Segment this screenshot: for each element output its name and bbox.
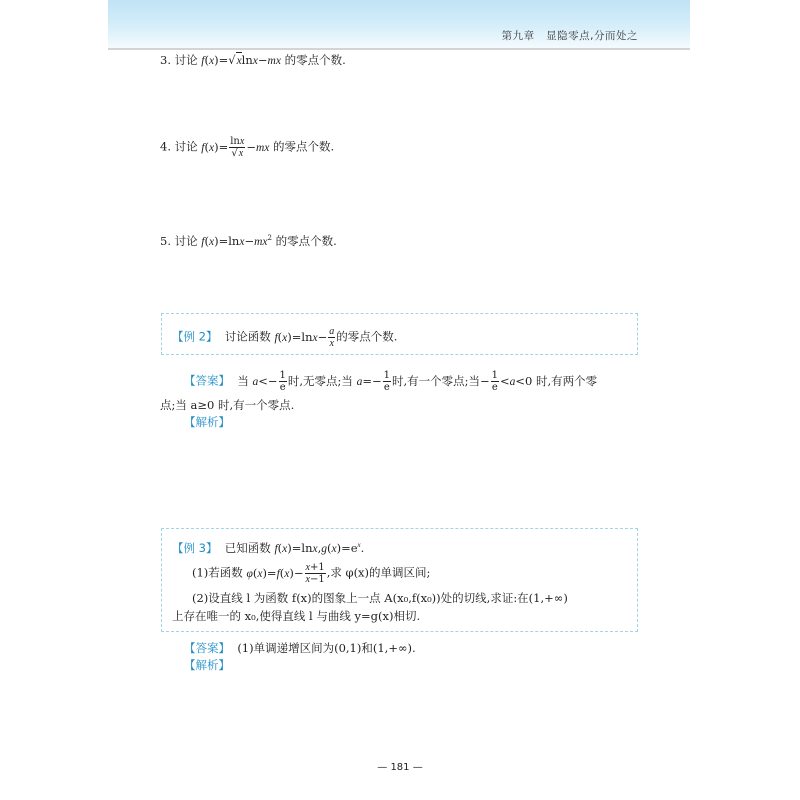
exercise-formula: f(x)=√xlnx−mx [201, 53, 281, 67]
exercise-number: 4. [160, 139, 171, 154]
exercise-prefix: 讨论 [174, 139, 198, 154]
answer-line-1: 当 a<− $\frac{1}{e}$ 时,无零点;当 a=− $\frac{1}{e}$ 时,有一个零点;当− $\frac{1}{e}$ <a<0 时,有两个零 [237, 370, 598, 393]
example-2-text-post: 的零点个数. [336, 329, 398, 344]
example-3-tag: 【例 3】 [172, 540, 218, 555]
exercise-number: 3. [160, 53, 171, 67]
part-1-text: (1)若函数 [192, 565, 243, 580]
chapter-name: 显隐零点,分而处之 [546, 30, 638, 42]
answer-line-2: 点;当 a≥0 时,有一个零点. [160, 398, 295, 412]
answer-text: (1)单调递增区间为(0,1)和(1,+∞). [237, 641, 416, 655]
exercise-prefix: 讨论 [174, 53, 198, 67]
exercise-suffix: 的零点个数. [273, 139, 335, 154]
example-3-answer [184, 640, 416, 656]
chapter-number: 第九章 [501, 30, 535, 42]
exercise-suffix: 的零点个数. [275, 233, 337, 248]
answer-tag: 【答案】 [184, 373, 230, 388]
exercise-formula: f(x)= $\frac{\ln x}{√x}$ −mx [201, 136, 270, 159]
part-1-formula: φ(x)=f(x)− $\frac{x+1}{x-1}$ [246, 562, 325, 585]
exercise-prefix: 讨论 [174, 233, 198, 248]
analysis-tag: 【解析】 [184, 658, 230, 672]
part-1-text-post: ,求 φ(x)的单调区间; [326, 565, 431, 580]
exercise-number: 5. [160, 233, 171, 248]
page-number: — 181 — [377, 762, 423, 773]
chapter-title [502, 28, 638, 43]
example-3-analysis [184, 657, 230, 673]
example-2-tag: 【例 2】 [172, 329, 218, 344]
example-2-text: 讨论函数 [224, 329, 271, 344]
example-2-formula: f(x)=lnx− $\frac{a}{x}$ [274, 326, 335, 349]
exercise-3 [160, 52, 346, 69]
example-2-answer [184, 370, 597, 393]
exercise-suffix: 的零点个数. [284, 53, 346, 67]
example-3-part-2-line-2: 上存在唯一的 x₀,使得直线 l 与曲线 y=g(x)相切. [172, 609, 421, 623]
example-2-statement [172, 326, 397, 349]
example-3-intro-text: 已知函数 [224, 540, 271, 555]
answer-tag: 【答案】 [184, 641, 230, 655]
example-2-analysis [184, 414, 230, 430]
exercise-formula: $f(x)=\ln x-mx^2$ [201, 233, 272, 248]
exercise-4 [160, 136, 334, 159]
example-3-intro [172, 537, 364, 557]
analysis-tag: 【解析】 [184, 415, 230, 429]
example-3-part-1 [192, 562, 430, 585]
example-3-intro-formula: $f(x)=\ln x,g(x)=e^x$. [274, 540, 365, 555]
example-3-part-2-line-1: (2)设直线 l 为函数 f(x)的图象上一点 A(x₀,f(x₀))处的切线,求证:在(1,+∞) [192, 591, 568, 605]
exercise-5 [160, 230, 337, 250]
chapter-header-band [108, 0, 690, 50]
